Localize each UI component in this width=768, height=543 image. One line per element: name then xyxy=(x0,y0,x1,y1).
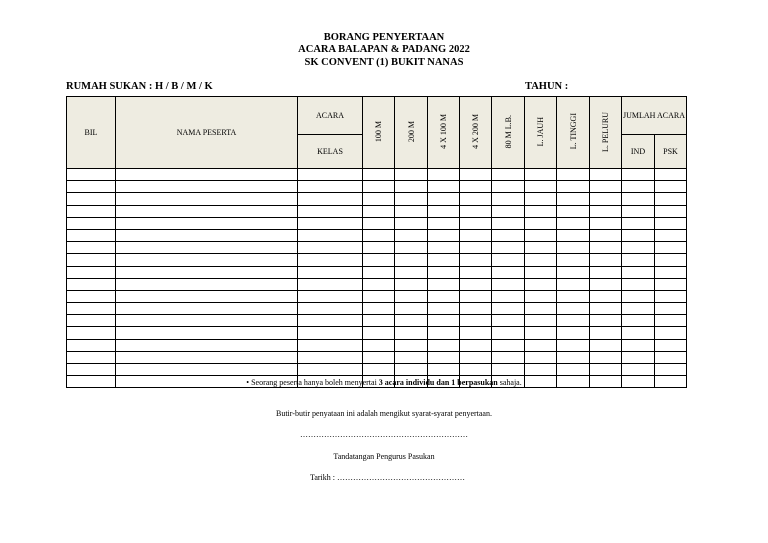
table-cell xyxy=(67,364,116,376)
table-cell xyxy=(428,303,460,315)
table-cell xyxy=(428,278,460,290)
table-cell xyxy=(460,254,492,266)
table-cell xyxy=(590,242,622,254)
table-cell xyxy=(525,193,557,205)
table-cell xyxy=(428,169,460,181)
table-cell xyxy=(67,278,116,290)
table-cell xyxy=(67,315,116,327)
table-cell xyxy=(622,351,655,363)
table-cell xyxy=(298,327,363,339)
table-cell xyxy=(492,339,525,351)
table-cell xyxy=(557,351,590,363)
table-cell xyxy=(116,217,298,229)
table-cell xyxy=(622,364,655,376)
table-cell xyxy=(525,181,557,193)
table-cell xyxy=(492,229,525,241)
year-label: TAHUN : xyxy=(525,81,569,92)
table-cell xyxy=(557,266,590,278)
table-cell xyxy=(492,278,525,290)
table-cell xyxy=(67,229,116,241)
table-cell xyxy=(460,278,492,290)
table-cell xyxy=(428,351,460,363)
table-cell xyxy=(298,229,363,241)
table-cell xyxy=(395,351,428,363)
table-row xyxy=(67,254,687,266)
table-cell xyxy=(460,205,492,217)
table-cell xyxy=(363,205,395,217)
table-cell xyxy=(492,327,525,339)
table-cell xyxy=(116,339,298,351)
table-cell xyxy=(395,205,428,217)
table-cell xyxy=(460,169,492,181)
table-cell xyxy=(590,351,622,363)
table-cell xyxy=(492,290,525,302)
table-cell xyxy=(298,364,363,376)
table-cell xyxy=(395,290,428,302)
table-cell xyxy=(395,339,428,351)
table-row xyxy=(67,217,687,229)
table-cell xyxy=(655,303,687,315)
table-cell xyxy=(116,254,298,266)
table-row xyxy=(67,351,687,363)
table-cell xyxy=(298,339,363,351)
event-label: 100 M xyxy=(374,120,383,143)
table-cell xyxy=(67,254,116,266)
table-cell xyxy=(363,339,395,351)
event-label: 200 M xyxy=(406,120,416,143)
table-cell xyxy=(428,193,460,205)
table-cell xyxy=(298,205,363,217)
table-cell xyxy=(557,254,590,266)
table-cell xyxy=(116,351,298,363)
table-cell xyxy=(116,193,298,205)
table-cell xyxy=(395,303,428,315)
event-label: L. TINGGI xyxy=(568,113,578,150)
table-cell xyxy=(525,242,557,254)
table-cell xyxy=(525,290,557,302)
column-header-event-2 xyxy=(395,97,428,169)
table-cell xyxy=(395,169,428,181)
table-cell xyxy=(298,351,363,363)
table-cell xyxy=(395,254,428,266)
table-cell xyxy=(460,364,492,376)
table-cell xyxy=(460,351,492,363)
table-cell xyxy=(363,193,395,205)
table-cell xyxy=(395,266,428,278)
table-cell xyxy=(525,266,557,278)
table-cell xyxy=(655,242,687,254)
table-cell xyxy=(492,169,525,181)
table-cell xyxy=(557,339,590,351)
table-cell xyxy=(525,364,557,376)
table-cell xyxy=(116,181,298,193)
table-cell xyxy=(428,327,460,339)
table-cell xyxy=(428,229,460,241)
table-cell xyxy=(590,290,622,302)
table-cell xyxy=(116,205,298,217)
table-cell xyxy=(655,364,687,376)
table-cell xyxy=(492,364,525,376)
table-cell xyxy=(655,315,687,327)
table-cell xyxy=(363,351,395,363)
table-cell xyxy=(492,205,525,217)
table-cell xyxy=(557,315,590,327)
table-cell xyxy=(428,315,460,327)
table-cell xyxy=(116,290,298,302)
table-cell xyxy=(363,315,395,327)
table-cell xyxy=(655,229,687,241)
table-cell xyxy=(622,193,655,205)
table-cell xyxy=(363,229,395,241)
table-cell xyxy=(428,266,460,278)
table-cell xyxy=(590,193,622,205)
table-cell xyxy=(363,242,395,254)
table-cell xyxy=(67,266,116,278)
table-cell xyxy=(655,278,687,290)
declaration-text: Butir-butir penyataan ini adalah mengikut syarat-syarat penyertaan. xyxy=(276,409,492,418)
table-cell xyxy=(655,290,687,302)
table-row xyxy=(67,339,687,351)
table-cell xyxy=(67,205,116,217)
table-cell xyxy=(363,169,395,181)
table-cell xyxy=(655,169,687,181)
table-row xyxy=(67,327,687,339)
table-cell xyxy=(655,205,687,217)
table-cell xyxy=(67,242,116,254)
table-cell xyxy=(460,315,492,327)
table-cell xyxy=(622,327,655,339)
table-cell xyxy=(395,278,428,290)
table-cell xyxy=(395,364,428,376)
table-cell xyxy=(557,327,590,339)
table-cell xyxy=(492,303,525,315)
table-cell xyxy=(460,217,492,229)
table-cell xyxy=(363,364,395,376)
table-cell xyxy=(525,217,557,229)
table-cell xyxy=(363,290,395,302)
table-cell xyxy=(460,181,492,193)
table-cell xyxy=(67,290,116,302)
table-cell xyxy=(525,278,557,290)
table-cell xyxy=(655,266,687,278)
table-cell xyxy=(622,266,655,278)
table-cell xyxy=(622,315,655,327)
table-cell xyxy=(428,290,460,302)
table-cell xyxy=(395,229,428,241)
note-emphasis: 3 acara individu dan 1 berpasukan xyxy=(378,378,498,387)
table-cell xyxy=(655,193,687,205)
table-cell xyxy=(622,181,655,193)
table-cell xyxy=(395,315,428,327)
table-row xyxy=(67,303,687,315)
table-cell xyxy=(298,290,363,302)
table-cell xyxy=(116,266,298,278)
table-cell xyxy=(622,290,655,302)
column-header-event-6 xyxy=(525,97,557,169)
table-cell xyxy=(622,254,655,266)
column-header-event-7 xyxy=(557,97,590,169)
table-cell xyxy=(557,303,590,315)
note-text: • Seorang peserta hanya boleh menyertai xyxy=(246,378,379,387)
event-label: 80 M L.B. xyxy=(503,114,513,149)
table-cell xyxy=(460,242,492,254)
table-cell xyxy=(557,278,590,290)
table-cell xyxy=(460,339,492,351)
table-cell xyxy=(655,254,687,266)
table-row xyxy=(67,193,687,205)
table-cell xyxy=(460,290,492,302)
column-header-acara: ACARA xyxy=(298,97,363,135)
table-cell xyxy=(492,242,525,254)
table-row xyxy=(67,364,687,376)
column-header-nama: NAMA PESERTA xyxy=(116,97,298,169)
table-cell xyxy=(525,315,557,327)
table-cell xyxy=(525,229,557,241)
table-cell xyxy=(622,205,655,217)
table-cell xyxy=(395,242,428,254)
school-name: SK CONVENT (1) BUKIT NANAS xyxy=(304,57,464,68)
table-cell xyxy=(67,303,116,315)
table-cell xyxy=(655,339,687,351)
table-cell xyxy=(298,266,363,278)
table-cell xyxy=(363,303,395,315)
table-cell xyxy=(116,229,298,241)
table-cell xyxy=(395,181,428,193)
table-cell xyxy=(67,193,116,205)
table-cell xyxy=(428,242,460,254)
event-label: 4 X 200 M xyxy=(471,114,480,149)
table-cell xyxy=(557,242,590,254)
table-cell xyxy=(492,193,525,205)
table-cell xyxy=(590,315,622,327)
table-cell xyxy=(557,205,590,217)
table-cell xyxy=(590,181,622,193)
table-cell xyxy=(590,278,622,290)
table-cell xyxy=(67,181,116,193)
table-cell xyxy=(67,351,116,363)
table-cell xyxy=(557,290,590,302)
table-cell xyxy=(622,229,655,241)
note-text-end: sahaja. xyxy=(497,378,522,387)
table-row xyxy=(67,205,687,217)
table-cell xyxy=(622,242,655,254)
table-cell xyxy=(363,181,395,193)
column-header-psk: PSK xyxy=(655,135,687,169)
table-cell xyxy=(116,278,298,290)
table-cell xyxy=(67,327,116,339)
table-cell xyxy=(492,315,525,327)
table-cell xyxy=(67,339,116,351)
table-cell xyxy=(590,205,622,217)
table-cell xyxy=(492,181,525,193)
table-cell xyxy=(460,266,492,278)
table-cell xyxy=(460,303,492,315)
table-cell xyxy=(428,205,460,217)
table-cell xyxy=(525,169,557,181)
event-label: 4 X 100 M xyxy=(439,114,448,149)
table-cell xyxy=(655,217,687,229)
table-cell xyxy=(116,327,298,339)
event-label: L. PELURU xyxy=(601,111,610,152)
table-cell xyxy=(116,169,298,181)
table-cell xyxy=(590,327,622,339)
entry-rule-note xyxy=(0,378,768,387)
table-cell xyxy=(460,229,492,241)
table-cell xyxy=(622,169,655,181)
table-cell xyxy=(67,169,116,181)
table-cell xyxy=(557,217,590,229)
table-row xyxy=(67,229,687,241)
table-cell xyxy=(492,266,525,278)
table-cell xyxy=(622,217,655,229)
table-cell xyxy=(525,205,557,217)
table-row xyxy=(67,242,687,254)
table-row xyxy=(67,169,687,181)
table-cell xyxy=(363,278,395,290)
table-cell xyxy=(428,339,460,351)
column-header-jumlah: JUMLAH ACARA xyxy=(622,97,687,135)
table-cell xyxy=(622,303,655,315)
column-header-event-1 xyxy=(363,97,395,169)
table-cell xyxy=(116,315,298,327)
table-cell xyxy=(655,351,687,363)
table-cell xyxy=(395,217,428,229)
table-cell xyxy=(298,181,363,193)
signature-label: Tandatangan Pengurus Pasukan xyxy=(333,452,435,461)
table-cell xyxy=(557,181,590,193)
table-cell xyxy=(428,181,460,193)
table-cell xyxy=(428,217,460,229)
table-cell xyxy=(116,364,298,376)
column-header-ind: IND xyxy=(622,135,655,169)
table-cell xyxy=(557,229,590,241)
table-cell xyxy=(428,364,460,376)
table-cell xyxy=(525,339,557,351)
table-cell xyxy=(298,169,363,181)
table-cell xyxy=(363,327,395,339)
table-cell xyxy=(298,278,363,290)
table-row xyxy=(67,278,687,290)
table-cell xyxy=(557,193,590,205)
table-cell xyxy=(590,364,622,376)
table-cell xyxy=(460,193,492,205)
table-cell xyxy=(395,193,428,205)
table-cell xyxy=(492,351,525,363)
table-cell xyxy=(525,303,557,315)
column-header-event-5 xyxy=(492,97,525,169)
table-cell xyxy=(363,266,395,278)
table-cell xyxy=(298,254,363,266)
table-cell xyxy=(590,169,622,181)
table-cell xyxy=(622,339,655,351)
table-cell xyxy=(590,339,622,351)
table-cell xyxy=(116,303,298,315)
registration-table xyxy=(66,96,687,388)
table-cell xyxy=(655,327,687,339)
event-label: L. JAUH xyxy=(536,116,545,147)
table-cell xyxy=(363,217,395,229)
table-cell xyxy=(428,254,460,266)
table-cell xyxy=(590,254,622,266)
table-cell xyxy=(557,364,590,376)
table-cell xyxy=(557,169,590,181)
table-cell xyxy=(492,217,525,229)
table-cell xyxy=(298,315,363,327)
table-cell xyxy=(460,327,492,339)
column-header-kelas: KELAS xyxy=(298,135,363,169)
table-row xyxy=(67,266,687,278)
table-cell xyxy=(590,217,622,229)
table-cell xyxy=(116,242,298,254)
table-cell xyxy=(298,217,363,229)
table-cell xyxy=(363,254,395,266)
table-cell xyxy=(395,327,428,339)
table-cell xyxy=(590,266,622,278)
table-cell xyxy=(298,303,363,315)
table-cell xyxy=(298,242,363,254)
column-header-bil: BIL xyxy=(67,97,116,169)
table-cell xyxy=(622,278,655,290)
signature-line: ……………………………………………………… xyxy=(300,430,468,439)
sports-house-label: RUMAH SUKAN : H / B / M / K xyxy=(66,81,213,92)
table-cell xyxy=(655,181,687,193)
column-header-event-8 xyxy=(590,97,622,169)
table-cell xyxy=(525,327,557,339)
table-cell xyxy=(590,229,622,241)
table-row xyxy=(67,290,687,302)
column-header-event-4 xyxy=(460,97,492,169)
table-cell xyxy=(525,254,557,266)
date-line: Tarikh : ………………………………………… xyxy=(310,473,465,482)
form-title: BORANG PENYERTAAN xyxy=(323,32,445,43)
table-row xyxy=(67,181,687,193)
event-title: ACARA BALAPAN & PADANG 2022 xyxy=(298,44,470,55)
table-cell xyxy=(590,303,622,315)
table-cell xyxy=(525,351,557,363)
table-cell xyxy=(67,217,116,229)
table-cell xyxy=(492,254,525,266)
table-cell xyxy=(298,193,363,205)
table-row xyxy=(67,315,687,327)
column-header-event-3 xyxy=(428,97,460,169)
